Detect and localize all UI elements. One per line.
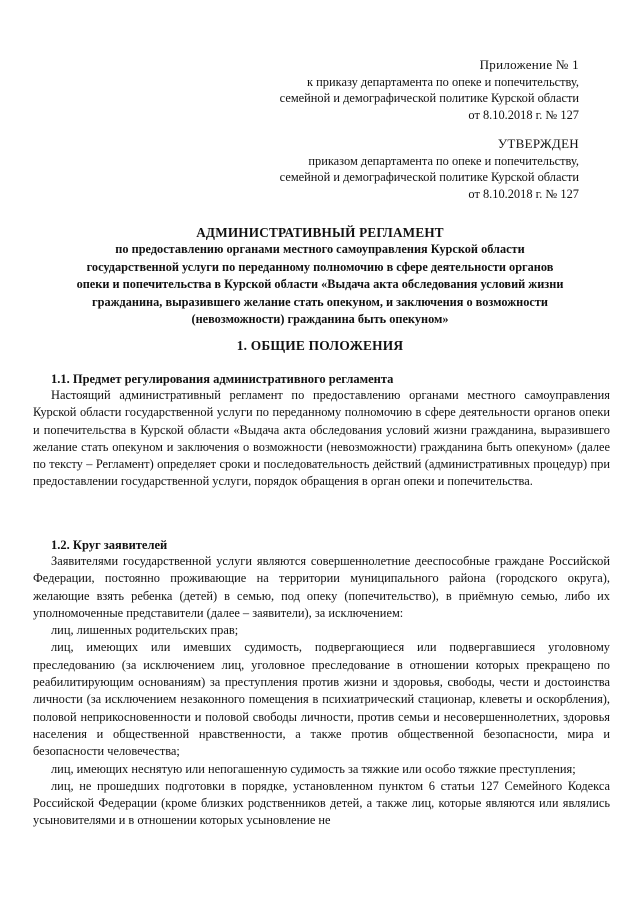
- subsection-heading-1-2: 1.2. Круг заявителей: [51, 538, 168, 552]
- appendix-number: Приложение № 1: [479, 57, 579, 72]
- appendix-line: к приказу департамента по опеке и попечительству,: [307, 74, 579, 89]
- title-line: государственной услуги по переданному полномочию в сфере деятельности органов: [86, 259, 554, 274]
- paragraph: Заявителями государственной услуги являются совершеннолетние дееспособные граждане Российской Федерации, постоянно проживающие на территории муниципального района (городского округа), желающие взять ребенка (детей) в семью, под опеку (попечительство), в приёмную семью, либо их уполномоченные представители (далее – заявители), за исключением:: [33, 554, 610, 620]
- appendix-header: [280, 57, 579, 123]
- title-line: по предоставлению органами местного самоуправления Курской области: [115, 242, 525, 256]
- list-item: лиц, имеющих или имевших судимость, подвергающиеся или подвергавшиеся уголовному преследованию (за исключением лиц, уголовное преследование в отношении которых прекращено по реабилитирующим основаниям) за преступления против жизни и здоровья, свободы, чести и достоинства личности (за исключением незаконного помещения в психиатрический стационар, клеветы и оскорбления), половой неприкосновенности и половой свободы личности, против семьи и несовершеннолетних, здоровья населения и общественной нравственности, а также против общественной безопасности, мира и безопасности человечества;: [33, 640, 610, 759]
- approval-stamp: [280, 136, 579, 202]
- title-main: АДМИНИСТРАТИВНЫЙ РЕГЛАМЕНТ: [196, 225, 444, 240]
- subsection-text-1-1: Настоящий административный регламент по предоставлению органами местного самоуправления Курской области государственной услуги по переданному полномочию в сфере деятельности органов опеки и попечительства в Курской области «Выдача акта обследования условий жизни гражданина, выразившего желание стать опекуном и заключения о возможности (невозможности) гражданина быть опекуном» (далее по тексту – Регламент) определяет сроки и последовательность действий (административных процедур) при предоставлении государственной услуги, порядок обращения в орган опеки и попечительства.: [33, 388, 610, 489]
- approved-label: УТВЕРЖДЕН: [497, 136, 579, 151]
- list-item: лиц, лишенных родительских прав;: [51, 623, 239, 638]
- approved-line: семейной и демографической политике Курской области: [279, 170, 579, 185]
- title-line: (невозможности) гражданина быть опекуном»: [191, 312, 449, 327]
- subsection-heading-1-1: 1.1. Предмет регулирования административного регламента: [51, 372, 394, 386]
- appendix-line: семейной и демографической политике Курской области: [279, 91, 579, 106]
- approved-date: от 8.10.2018 г. № 127: [468, 186, 579, 201]
- section-heading: 1. ОБЩИЕ ПОЛОЖЕНИЯ: [236, 338, 404, 353]
- title-line: гражданина, выразившего желание стать опекуном, и заключения о возможности: [92, 294, 548, 309]
- list-item: лиц, не прошедших подготовки в порядке, установленном пунктом 6 статьи 127 Семейного Кодекса Российской Федерации (кроме близких родственников детей, а также лиц, которые являются или являлись усыновителями и в отношении которых усыновление не: [33, 778, 610, 828]
- document-title: [40, 224, 600, 329]
- title-line: опеки и попечительства в Курской области «Выдача акта обследования условий жизни: [76, 277, 564, 292]
- approved-line: приказом департамента по опеке и попечительству,: [308, 153, 579, 168]
- subsection-text-1-2: [33, 553, 610, 830]
- appendix-date: от 8.10.2018 г. № 127: [468, 107, 579, 122]
- list-item: лиц, имеющих неснятую или непогашенную судимость за тяжкие или особо тяжкие преступления;: [51, 761, 576, 776]
